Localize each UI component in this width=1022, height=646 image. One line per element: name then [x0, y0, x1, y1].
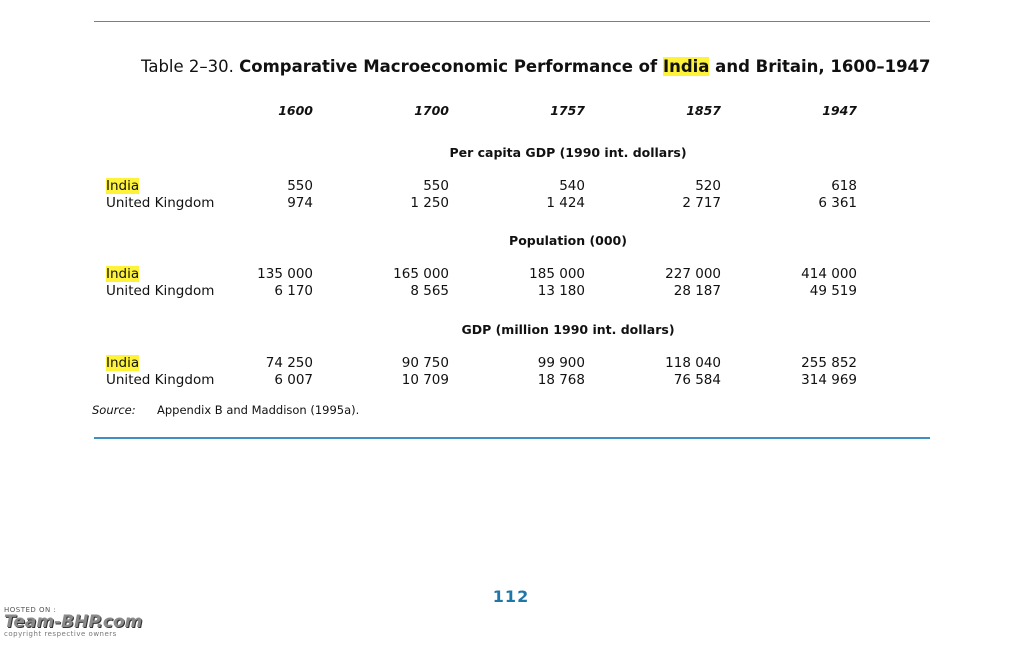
highlighted-word: India: [662, 57, 710, 76]
table-cell: 6 170: [274, 283, 313, 299]
section-heading: Population (000): [509, 233, 627, 248]
year-header: 1700: [414, 103, 449, 118]
table-cell: 76 584: [673, 372, 721, 388]
watermark-copyright: copyright respective owners: [4, 630, 117, 638]
source-text: Appendix B and Maddison (1995a).: [157, 403, 360, 417]
year-header: 1947: [822, 103, 857, 118]
table-cell: 185 000: [529, 266, 585, 282]
year-header: 1757: [550, 103, 585, 118]
table-cell: 314 969: [801, 372, 857, 388]
table-cell: 255 852: [801, 355, 857, 371]
table-cell: 1 250: [410, 195, 449, 211]
table-cell: 99 900: [537, 355, 585, 371]
section-heading: Per capita GDP (1990 int. dollars): [449, 145, 687, 160]
table-cell: 540: [559, 178, 585, 194]
bottom-rule: [94, 437, 930, 439]
table-cell: 8 565: [410, 283, 449, 299]
row-country-label: India: [106, 266, 140, 282]
table-cell: 28 187: [673, 283, 721, 299]
table-cell: 18 768: [537, 372, 585, 388]
row-country-label: India: [106, 355, 140, 371]
watermark-hosted: HOSTED ON :: [4, 606, 57, 614]
table-cell: 1 424: [546, 195, 585, 211]
table-title-text: Comparative Macroeconomic Performance of India and Britain, 1600–1947: [239, 57, 931, 76]
table-title: [141, 57, 931, 76]
page-number: 112: [492, 587, 530, 606]
table-cell: 135 000: [257, 266, 313, 282]
table-cell: 414 000: [801, 266, 857, 282]
section-heading: GDP (million 1990 int. dollars): [461, 322, 675, 337]
table-cell: 550: [423, 178, 449, 194]
table-cell: 90 750: [401, 355, 449, 371]
table-cell: 6 007: [274, 372, 313, 388]
source-label: Source:: [92, 403, 136, 417]
table-cell: 165 000: [393, 266, 449, 282]
watermark-logo: Team-BHP.com: [4, 612, 143, 632]
row-country-label: United Kingdom: [106, 195, 215, 211]
table-cell: 550: [287, 178, 313, 194]
row-country-label: India: [106, 178, 140, 194]
table-cell: 13 180: [537, 283, 585, 299]
watermark: [4, 606, 142, 638]
table-cell: 2 717: [682, 195, 721, 211]
table-cell: 118 040: [665, 355, 721, 371]
year-header: 1600: [278, 103, 313, 118]
table-cell: 6 361: [818, 195, 857, 211]
table-cell: 227 000: [665, 266, 721, 282]
row-country-label: United Kingdom: [106, 283, 215, 299]
table-cell: 74 250: [265, 355, 313, 371]
top-rule: [94, 21, 930, 22]
table-cell: 10 709: [401, 372, 449, 388]
table-cell: 49 519: [809, 283, 857, 299]
year-header: 1857: [686, 103, 721, 118]
row-country-label: United Kingdom: [106, 372, 215, 388]
table-cell: 520: [695, 178, 721, 194]
table-cell: 618: [831, 178, 857, 194]
table-number: Table 2–30.: [141, 57, 234, 76]
table-cell: 974: [287, 195, 313, 211]
